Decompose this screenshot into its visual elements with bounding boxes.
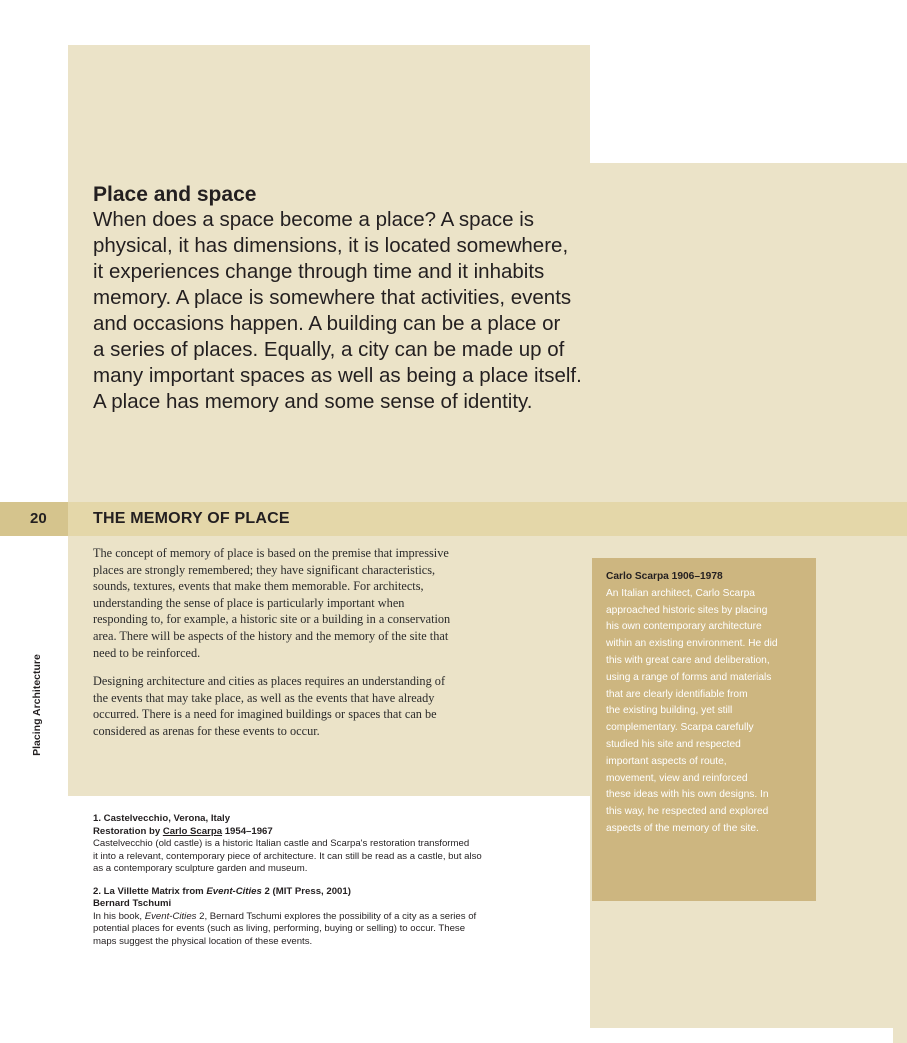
hero-section <box>93 183 653 415</box>
hero-text: When does a space become a place? A space is physical, it has dimensions, it is located somewhere, it experiences change through time and it inhabits memory. A place is somewhere that activities, events and occasions happen. A building can be a place or a series of places. Equally, a city can be made up of many important spaces as well as being a place itself. A place has memory and some sense of identity. <box>93 208 582 413</box>
hero-heading: Place and space <box>93 183 257 206</box>
caption-1-architect-link[interactable]: Carlo Scarpa <box>162 825 223 837</box>
body-paragraph-2: Designing architecture and cities as places requires an understanding of the events that may take place, as well as the events that have already occurred. There is a need for imagined buildings or spaces that can be considered as arenas for these events to occur. <box>93 674 446 738</box>
right-column-tail <box>893 1000 907 1043</box>
caption-2-text-prefix: In his book, <box>93 910 145 922</box>
caption-1-subtitle-suffix: 1954–1967 <box>222 825 273 837</box>
caption-2-text-italic: Event-Cities <box>144 910 197 922</box>
sidebar-text: An Italian architect, Carlo Scarpa approached historic sites by placing his own contemporary architecture within an existing environment. He did this with great care and deliberation, using a range of forms and materials that are clearly identifiable from the existing building, yet still complementary. Scarpa carefully studied his site and respected important aspects of route, movement, view and reinforced these ideas with his own designs. In this way, he respected and explored aspects of the memory of the site. <box>606 587 778 834</box>
sidebar-box <box>592 558 816 901</box>
caption-2-title-suffix: 2 (MIT Press, 2001) <box>261 885 351 897</box>
caption-1-subtitle <box>93 826 563 839</box>
caption-2-text <box>93 911 563 949</box>
section-band <box>0 502 907 536</box>
sidebar-title: Carlo Scarpa 1906–1978 <box>606 571 723 582</box>
section-title: THE MEMORY OF PLACE <box>93 510 290 527</box>
caption-2-subtitle: Bernard Tschumi <box>93 898 172 909</box>
body-text <box>93 545 563 752</box>
caption-1-text: Castelvecchio (old castle) is a historic Italian castle and Scarpa's restoration transformed it into a relevant, contemporary piece of architecture. It can still be read as a castle, but also as a contemporary sculpture garden and museum. <box>93 838 482 874</box>
side-label: Placing Architecture <box>31 654 43 756</box>
caption-2-title-italic: Event-Cities <box>206 885 262 897</box>
page-number: 20 <box>30 510 47 527</box>
caption-1 <box>93 813 563 876</box>
captions <box>93 813 563 958</box>
body-paragraph-1: The concept of memory of place is based on the premise that impressive places are strongly remembered; they have significant characteristics, sounds, textures, events that make them memorable. For architects, understanding the sense of place is particularly important when responding to, for example, a historic site or a building in a conservation area. There will be aspects of the history and the memory of the site that need to be reinforced. <box>93 546 451 660</box>
caption-2-text-rest: 2, Bernard Tschumi explores the possibility of a city as a series of potential places for events (such as living, performing, buying or selling) to occur. These maps suggest the physical location of these events. <box>93 910 477 947</box>
caption-1-title: 1. Castelvecchio, Verona, Italy <box>93 813 231 824</box>
caption-2 <box>93 886 563 949</box>
caption-1-subtitle-prefix: Restoration by <box>93 825 163 837</box>
caption-2-title <box>93 886 563 899</box>
caption-2-title-prefix: 2. La Villette Matrix from <box>93 885 207 897</box>
